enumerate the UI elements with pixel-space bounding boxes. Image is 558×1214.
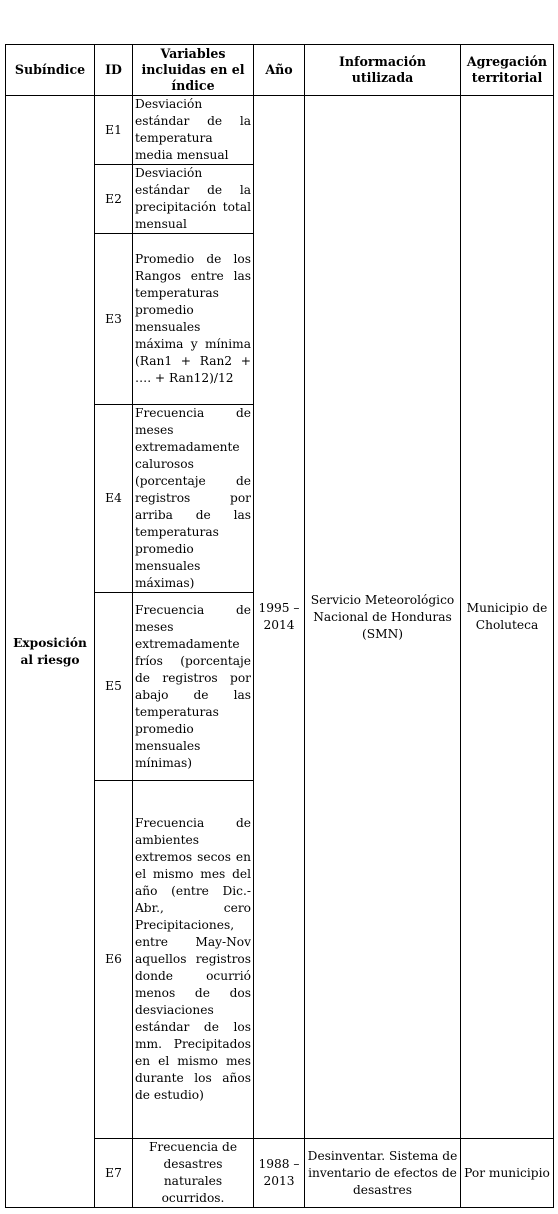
aggregation-cell: Por municipio — [461, 1139, 554, 1208]
row-id: E1 — [95, 96, 133, 165]
row-variable: Desviación estándar de la precipitación total mensual — [133, 165, 254, 234]
year-cell: 1995 – 2014 — [254, 96, 305, 1139]
row-id: E4 — [95, 405, 133, 593]
info-cell: Desinventar. Sistema de inventario de efectos de desastres — [305, 1139, 461, 1208]
row-id: E2 — [95, 165, 133, 234]
row-id: E7 — [95, 1139, 133, 1208]
row-variable: Desviación estándar de la temperatura media mensual — [133, 96, 254, 165]
row-variable: Frecuencia de meses extremadamente fríos (porcentaje de registros por abajo de las temperaturas promedio mensuales mínimas) — [133, 593, 254, 781]
variables-table — [5, 44, 554, 1208]
row-variable: Frecuencia de desastres naturales ocurridos. — [133, 1139, 254, 1208]
header-subindex: Subíndice — [6, 45, 95, 96]
info-cell: Servicio Meteorológico Nacional de Honduras (SMN) — [305, 96, 461, 1139]
row-id: E6 — [95, 781, 133, 1139]
year-cell: 1988 – 2013 — [254, 1139, 305, 1208]
row-id: E3 — [95, 234, 133, 405]
header-aggregation: Agregación territorial — [461, 45, 554, 96]
header-year: Año — [254, 45, 305, 96]
row-id: E5 — [95, 593, 133, 781]
table-row — [6, 96, 554, 165]
header-info: Información utilizada — [305, 45, 461, 96]
header-variables: Variables incluidas en el índice — [133, 45, 254, 96]
aggregation-cell: Municipio de Choluteca — [461, 96, 554, 1139]
row-variable: Frecuencia de meses extremadamente calurosos (porcentaje de registros por arriba de las temperaturas promedio mensuales máximas) — [133, 405, 254, 593]
row-variable: Promedio de los Rangos entre las temperaturas promedio mensuales máxima y mínima (Ran1 + Ran2 + …. + Ran12)/12 — [133, 234, 254, 405]
header-id: ID — [95, 45, 133, 96]
subindex-cell: Exposición al riesgo — [6, 96, 95, 1208]
row-variable: Frecuencia de ambientes extremos secos en el mismo mes del año (entre Dic.-Abr., cero Precipitaciones, entre May-Nov aquellos registros donde ocurrió menos de dos desviaciones estándar de los mm. Precipitados en el mismo mes durante los años de estudio) — [133, 781, 254, 1139]
